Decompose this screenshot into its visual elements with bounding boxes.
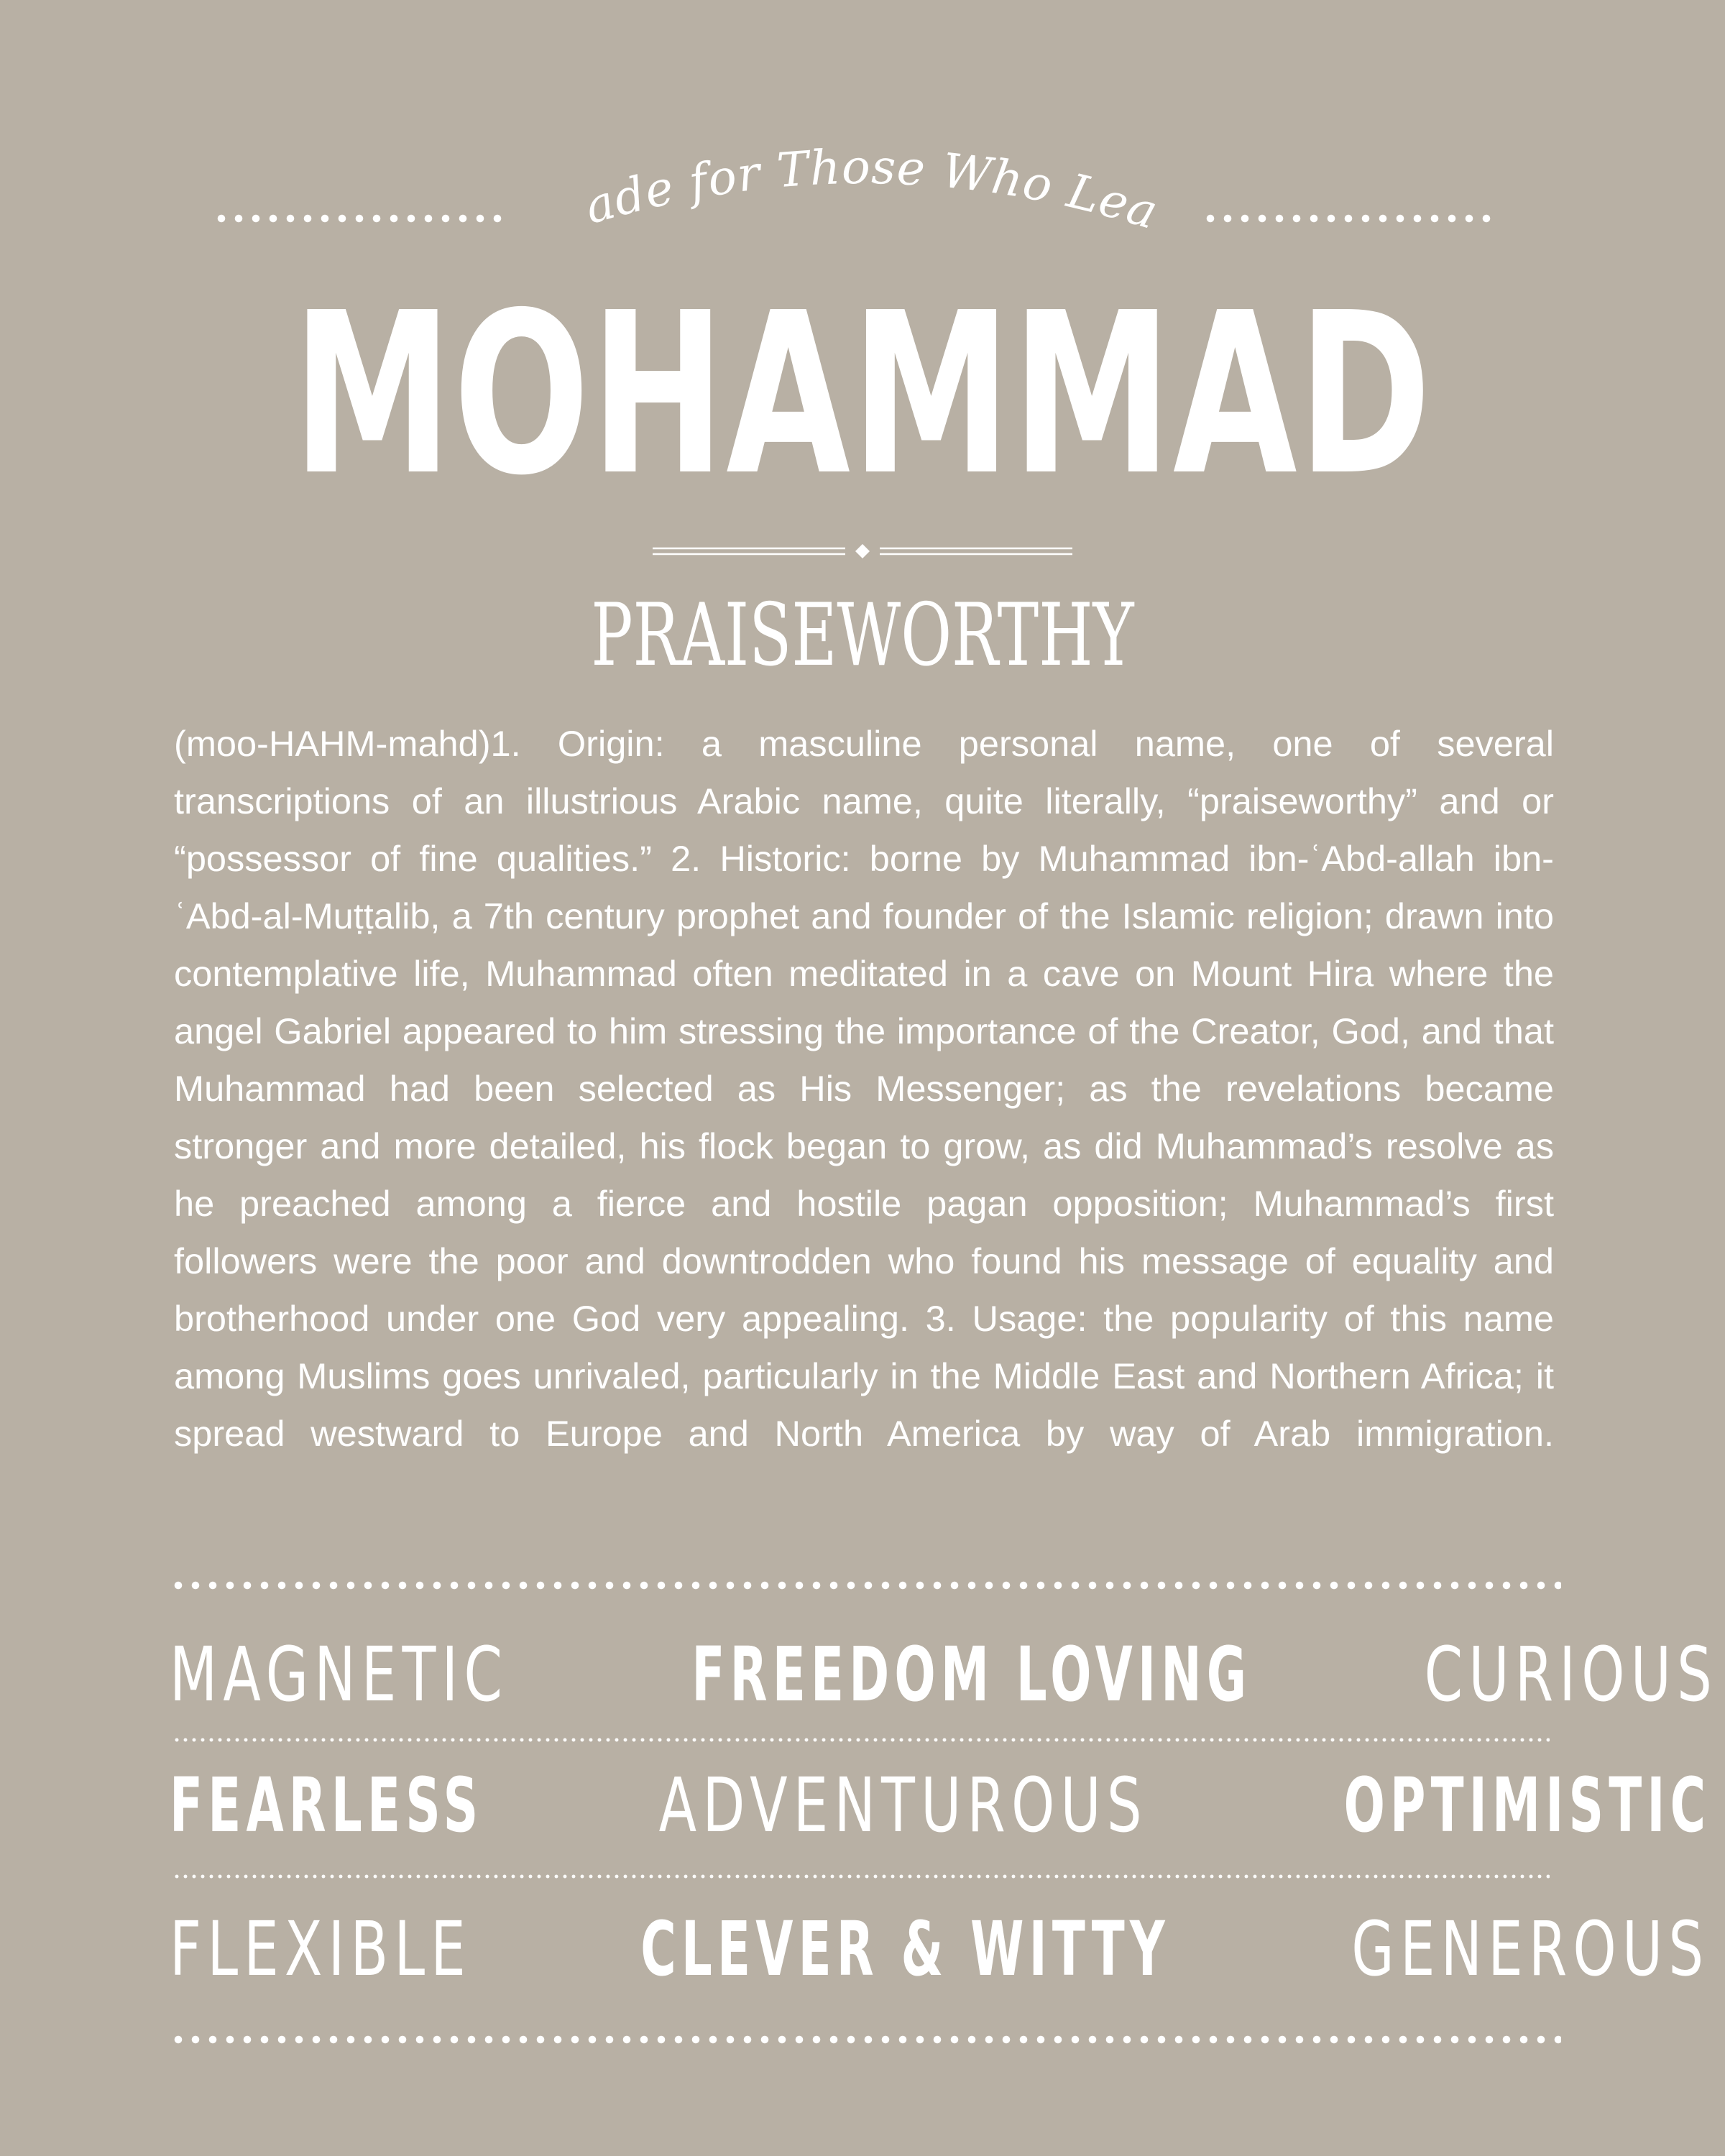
traits-row-1 <box>170 1628 1719 1721</box>
trait-word: MAGNETIC <box>170 1631 509 1718</box>
trait-word: CLEVER & WITTY <box>640 1905 1171 1993</box>
trait-word: ADVENTUROUS <box>658 1761 1148 1849</box>
trait-word: FREEDOM LOVING <box>691 1631 1251 1718</box>
meaning-heading: PRAISEWORTHY <box>591 586 1134 686</box>
trait-word: FEARLESS <box>170 1761 484 1849</box>
ornamental-divider <box>647 540 1078 562</box>
tagline-text: Made for Those Who Lead <box>478 78 1165 241</box>
tagline <box>478 78 1222 252</box>
traits-divider-2 <box>172 1874 1550 1879</box>
name-heading: MOHAMMAD <box>292 265 1433 525</box>
svg-text:Made for Those Who Lead <box>478 78 1164 240</box>
trait-word: OPTIMISTIC <box>1344 1761 1711 1849</box>
traits-top-dotted-rule <box>170 1581 1561 1590</box>
top-right-dotted-rule <box>1202 214 1495 223</box>
definition-paragraph: (moo-HAHM-mahd)1. Origin: a masculine personal name, one of several transcriptions of an illustrious Arabic name, quite literally, “praiseworthy” and or “possessor of fine qualities.” 2. Historic: borne by Muhammad ibn-ʿAbd-allah ibn-ʿAbd-al-Muṭṭalib, a 7th century prophet and founder of the Islamic religion; drawn into contemplative life, Muhammad often meditated in a cave on Mount Hira where the angel Gabriel appeared to him stressing the importance of the Creator, God, and that Muhammad had been selected as His Messenger; as the revelations became stronger and more detailed, his flock began to grow, as did Muhammad’s resolve as he preached among a fierce and hostile pagan opposition; Muhammad’s first followers were the poor and downtrodden who found his message of equality and brotherhood under one God very appealing. 3. Usage: the popularity of this name among Muslims goes unrivaled, particularly in the Middle East and Northern Africa; it spread westward to Europe and North America by way of Arab immigration. <box>174 723 1554 1454</box>
bottom-dotted-rule <box>170 2035 1561 2044</box>
trait-word: GENEROUS <box>1351 1905 1710 1993</box>
traits-divider-1 <box>172 1738 1550 1742</box>
trait-word: CURIOUS <box>1424 1631 1719 1718</box>
tagline-arc <box>478 78 1222 252</box>
trait-word: FLEXIBLE <box>170 1905 472 1993</box>
traits-row-2 <box>170 1759 1711 1852</box>
top-left-dotted-rule <box>213 214 506 223</box>
traits-row-3 <box>170 1902 1710 1996</box>
